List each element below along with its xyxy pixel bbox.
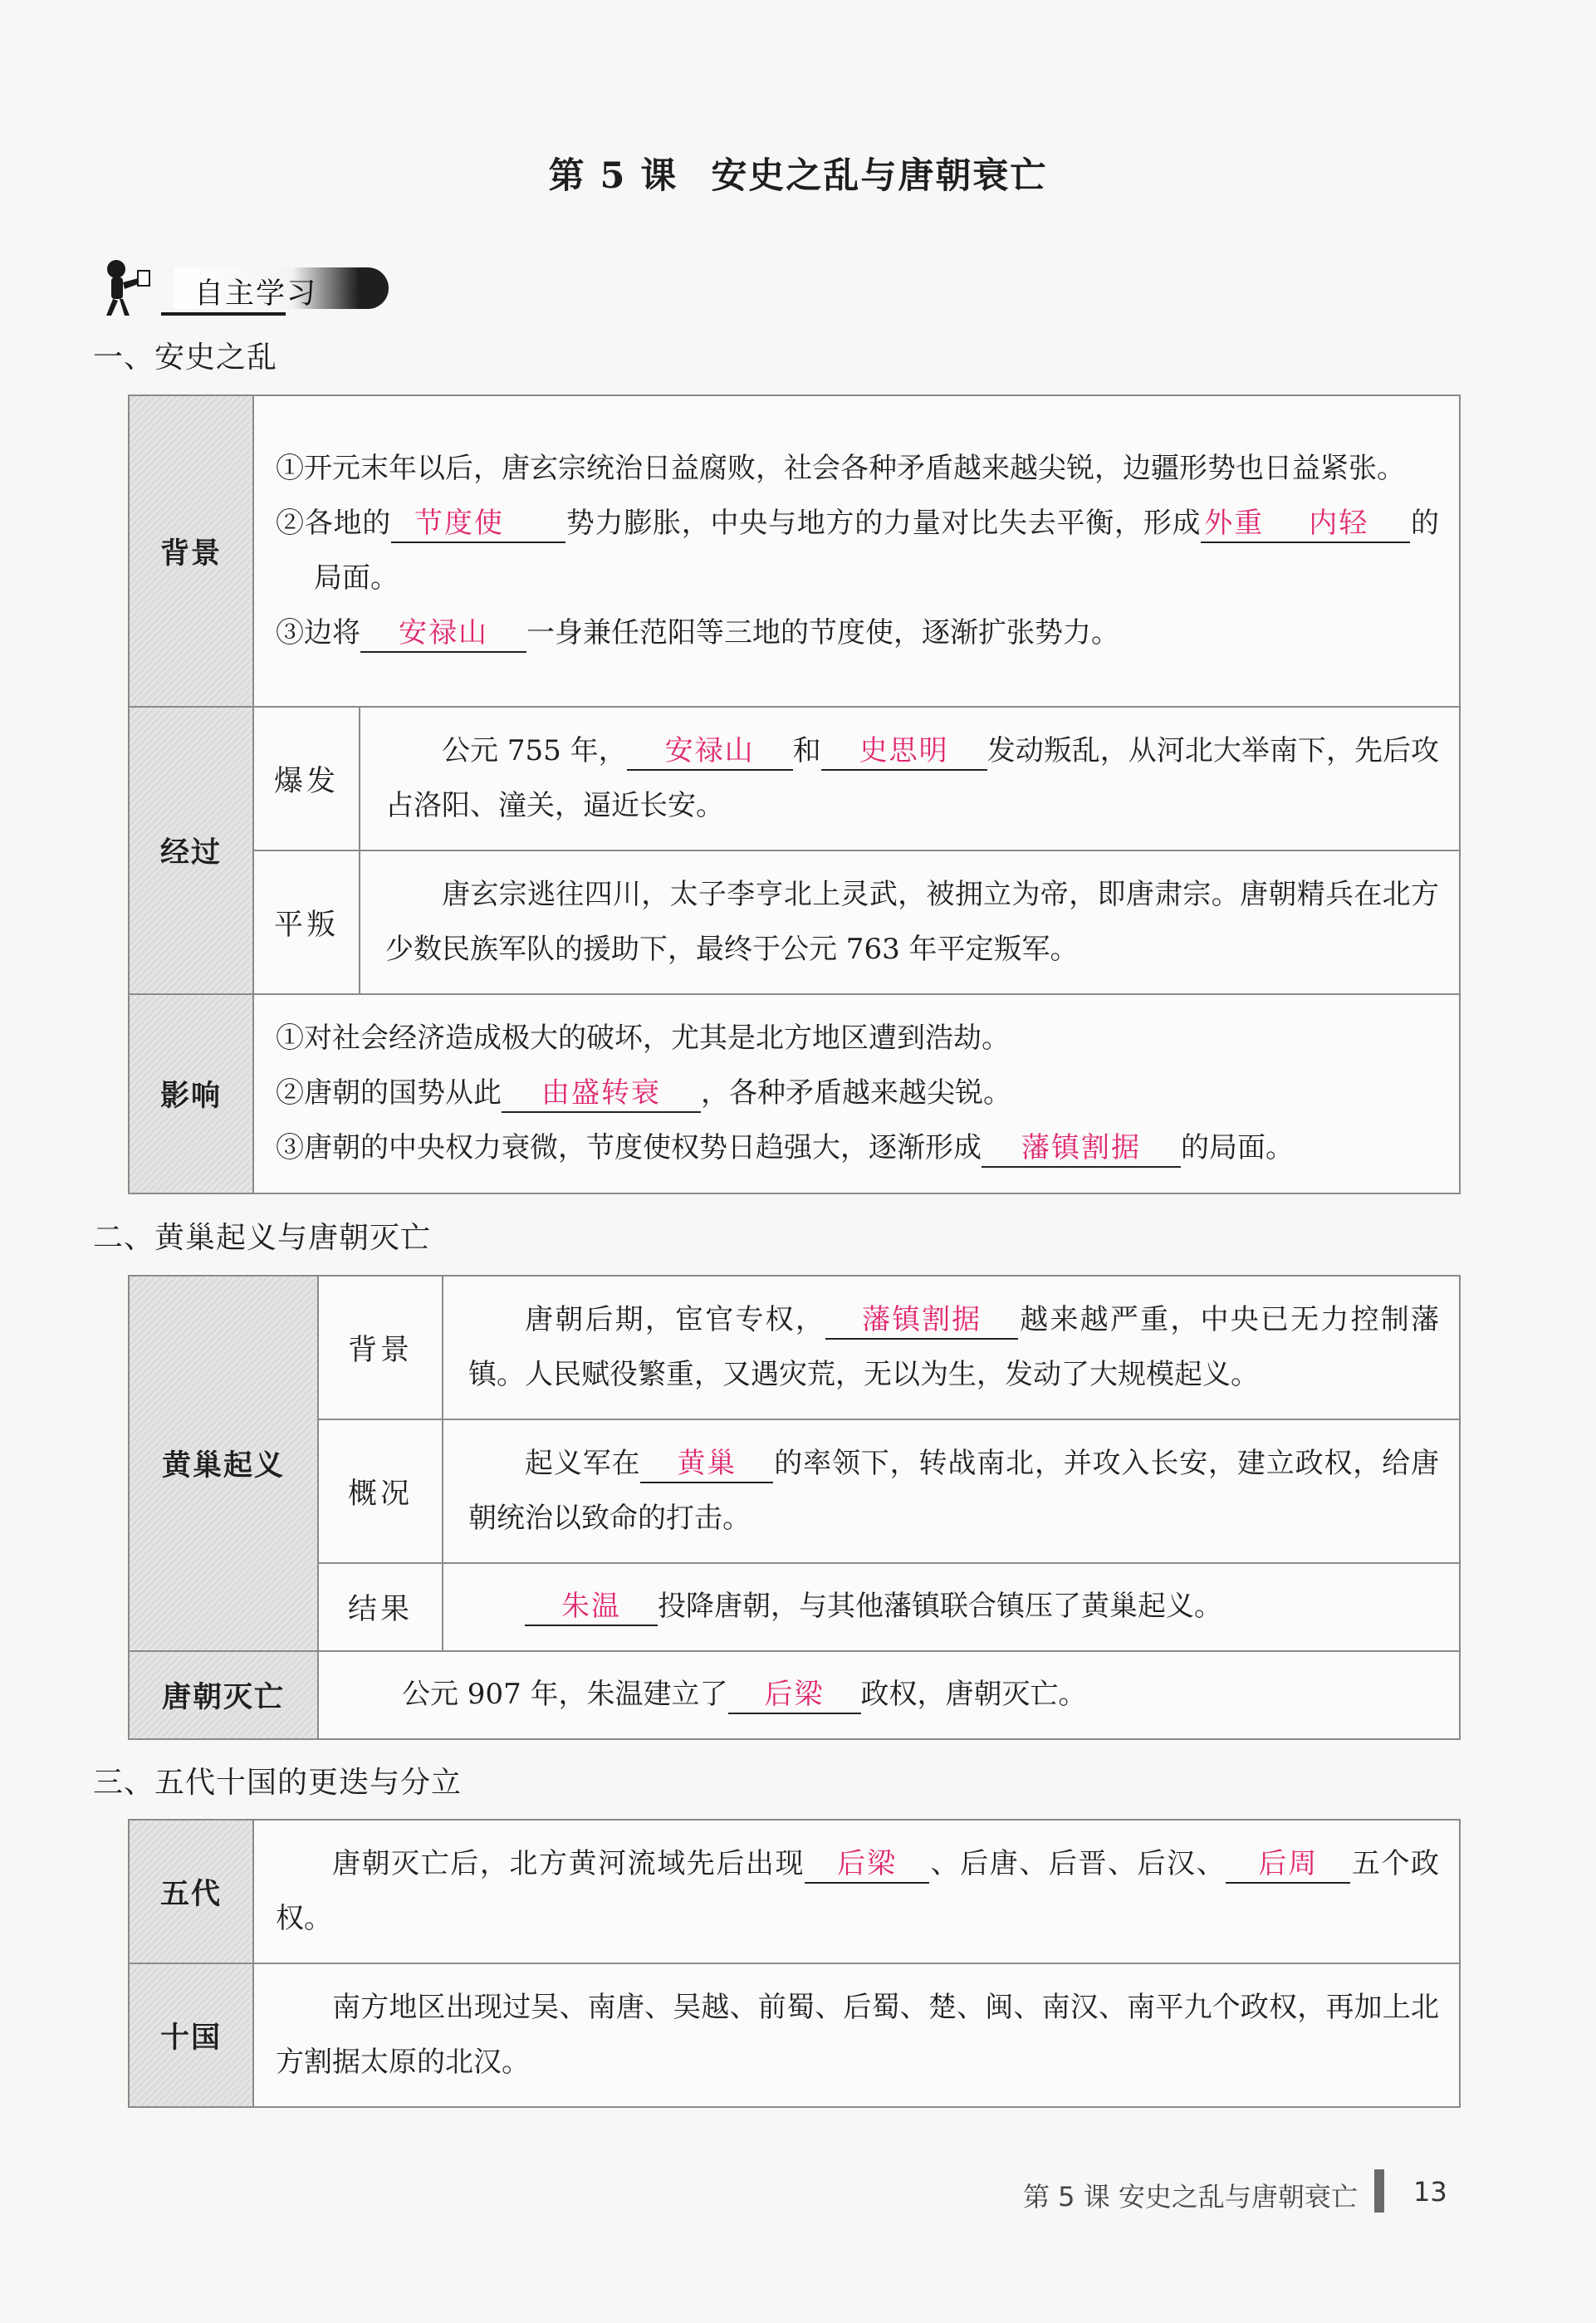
label-uprising-result: 结果 — [318, 1563, 443, 1651]
row-impact — [129, 994, 1460, 1193]
row-uprising-overview — [129, 1419, 1460, 1563]
reading-person-icon — [93, 257, 158, 317]
blank-zhuwen[interactable]: 朱温 — [525, 1588, 658, 1626]
section-heading-3: 三、五代十国的更迭与分立 — [93, 1766, 463, 1800]
ten-kingdoms-content: 南方地区出现过吴、南唐、吴越、前蜀、后蜀、楚、闽、南汉、南平九个政权，再加上北方割据太原的北汉。 — [253, 1963, 1460, 2107]
fall-content: 公元 907 年，朱温建立了 后梁 政权，唐朝灭亡。 — [318, 1651, 1460, 1739]
page-number: 13 — [1413, 2176, 1447, 2208]
row-outbreak — [129, 707, 1460, 850]
suppress-content: 唐玄宗逃往四川，太子李亨北上灵武，被拥立为帝，即唐肃宗。唐朝精兵在北方少数民族军队的援助下，最终于公元 763 年平定叛军。 — [360, 850, 1460, 994]
row-uprising-background — [129, 1276, 1460, 1419]
banner-label: 自主学习 — [194, 277, 318, 311]
footer-lesson-title: 第 5 课 安史之乱与唐朝衰亡 — [1023, 2181, 1358, 2213]
uprising-result-content: 朱温 投降唐朝，与其他藩镇联合镇压了黄巢起义。 — [443, 1563, 1460, 1651]
label-uprising-overview: 概况 — [318, 1419, 443, 1563]
row-suppress — [129, 850, 1460, 994]
section-heading-1: 一、安史之乱 — [93, 341, 278, 375]
impact-content — [253, 994, 1460, 1193]
label-uprising-background: 背景 — [318, 1276, 443, 1419]
blank-neiqing[interactable]: 内轻 — [1305, 505, 1410, 543]
blank-jiedushi[interactable]: 节度使 — [391, 505, 565, 543]
blank-fanzhen-1[interactable]: 藩镇割据 — [982, 1130, 1181, 1168]
blank-waizhong[interactable]: 外重 — [1201, 505, 1305, 543]
uprising-overview-content: 起义军在 黄巢 的率领下，转战南北，并攻入长安，建立政权，给唐朝统治以致命的打击。 — [443, 1419, 1460, 1563]
row-ten-kingdoms — [129, 1963, 1460, 2107]
label-impact: 影响 — [129, 994, 253, 1193]
label-uprising: 黄巢起义 — [129, 1276, 318, 1651]
an-shi-rebellion-table — [128, 395, 1461, 1194]
background-point-3: ③边将 安禄山 一身兼任范阳等三地的节度使，逐渐扩张势力。 — [276, 605, 1439, 660]
lesson-name: 安史之乱与唐朝衰亡 — [711, 155, 1048, 197]
blank-houliang-1[interactable]: 后梁 — [728, 1676, 861, 1714]
blank-fanzhen-2[interactable]: 藩镇割据 — [825, 1301, 1018, 1340]
impact-point-3: ③唐朝的中央权力衰微，节度使权势日趋强大，逐渐形成 藩镇割据 的局面。 — [276, 1120, 1439, 1175]
banner-underline — [161, 312, 286, 316]
uprising-background-content: 唐朝后期，宦官专权， 藩镇割据 越来越严重，中央已无力控制藩镇。人民赋役繁重，又遇灾荒，无以为生，发动了大规模起义。 — [443, 1276, 1460, 1419]
background-content — [253, 395, 1460, 707]
blank-anlushan-2[interactable]: 安禄山 — [627, 733, 793, 771]
row-five-dynasties — [129, 1820, 1460, 1963]
label-fall: 唐朝灭亡 — [129, 1651, 318, 1739]
blank-shengzhuanshuai[interactable]: 由盛转衰 — [502, 1075, 701, 1113]
section-heading-2: 二、黄巢起义与唐朝灭亡 — [93, 1221, 432, 1255]
blank-anlushan-1[interactable]: 安禄山 — [360, 615, 526, 653]
impact-point-2: ②唐朝的国势从此 由盛转衰 ，各种矛盾越来越尖锐。 — [276, 1066, 1439, 1120]
five-dynasties-table — [128, 1819, 1461, 2108]
blank-houliang-2[interactable]: 后梁 — [805, 1845, 929, 1884]
footer-divider — [1374, 2169, 1384, 2213]
label-background: 背景 — [129, 395, 253, 707]
label-ten-kingdoms: 十国 — [129, 1963, 253, 2107]
label-course: 经过 — [129, 707, 253, 994]
blank-houzhou[interactable]: 后周 — [1226, 1845, 1350, 1884]
five-dynasties-content: 唐朝灭亡后，北方黄河流域先后出现 后梁 、后唐、后晋、后汉、 后周 五个政权。 — [253, 1820, 1460, 1963]
blank-huangchao[interactable]: 黄巢 — [640, 1445, 773, 1483]
banner-pill — [174, 267, 389, 309]
page-title — [0, 148, 1596, 198]
row-background — [129, 395, 1460, 707]
row-fall — [129, 1651, 1460, 1739]
background-point-1: ①开元末年以后，唐玄宗统治日益腐败，社会各种矛盾越来越尖锐，边疆形势也日益紧张。 — [276, 451, 1405, 485]
self-study-banner — [93, 257, 392, 316]
huangchao-uprising-table — [128, 1275, 1461, 1740]
background-point-2: ②各地的 节度使 势力膨胀，中央与地方的力量对比失去平衡，形成 外重 内轻 的局面。 — [276, 506, 1439, 595]
label-suppress: 平叛 — [253, 850, 360, 994]
impact-point-1: ①对社会经济造成极大的破坏，尤其是北方地区遭到浩劫。 — [276, 1022, 1010, 1055]
blank-shisiming[interactable]: 史思明 — [821, 733, 987, 771]
row-uprising-result — [129, 1563, 1460, 1651]
label-five-dynasties: 五代 — [129, 1820, 253, 1963]
outbreak-content: 公元 755 年， 安禄山 和 史思明 发动叛乱，从河北大举南下，先后攻占洛阳、潼关，逼近长安。 — [360, 707, 1460, 850]
lesson-number: 第 5 课 — [548, 155, 678, 197]
label-outbreak: 爆发 — [253, 707, 360, 850]
